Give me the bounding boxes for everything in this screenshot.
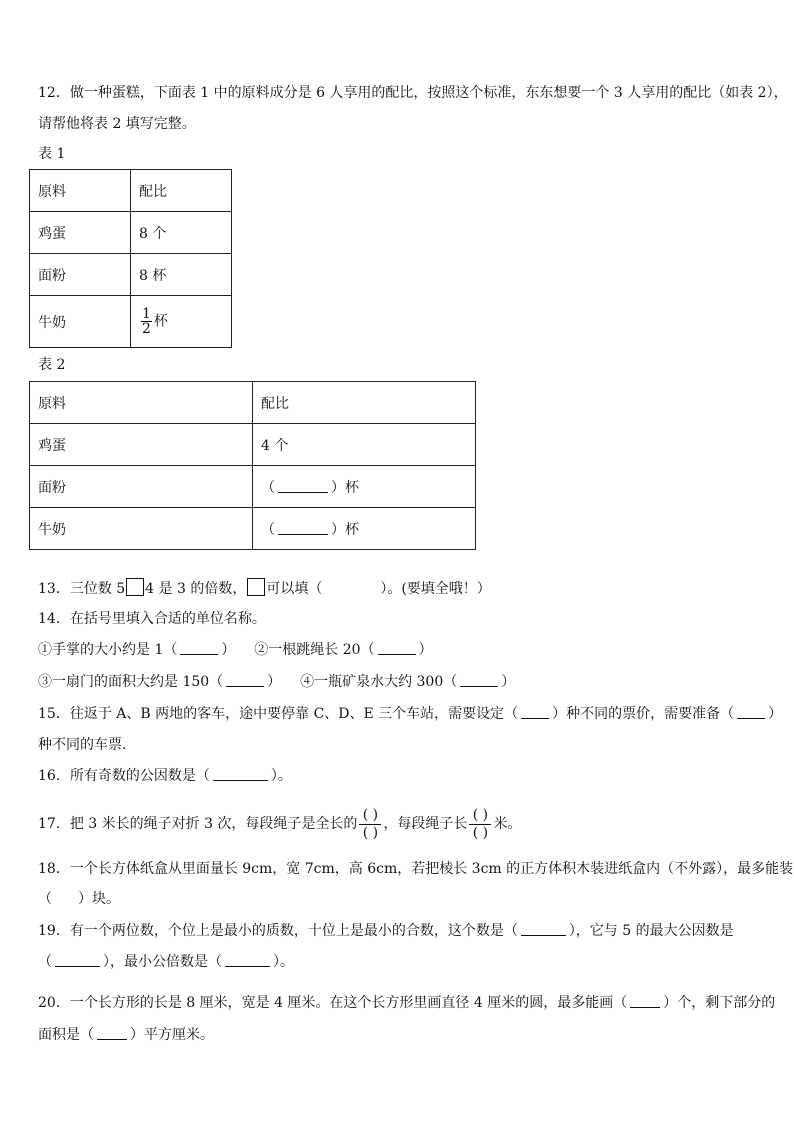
q19-line2 — [38, 952, 294, 972]
paren-close: ）杯 — [331, 479, 359, 496]
table-row — [30, 254, 232, 296]
answer-blank[interactable] — [226, 672, 264, 687]
digit-box[interactable] — [247, 578, 265, 596]
answer-fraction[interactable] — [469, 807, 491, 842]
paren-open: （ — [261, 521, 275, 538]
q14-item: ④一瓶矿泉水大约 300（ — [300, 674, 458, 690]
paren-open: （ — [261, 479, 275, 496]
paren-close: ） — [221, 642, 236, 658]
table-cell: 面粉 — [30, 466, 253, 508]
paren-close: ）杯 — [331, 521, 359, 538]
q14-item: ①手掌的大小约是 1（ — [38, 642, 178, 658]
q13-text: 可以填（ — [266, 581, 323, 597]
q19-text: ），它与 5 的最大公因数是 — [568, 923, 734, 939]
table-cell: 牛奶 — [30, 508, 253, 550]
q14-row2 — [38, 672, 515, 692]
table-row — [30, 170, 232, 212]
q18-line2 — [38, 889, 120, 909]
q19-text: ），最小公倍数是（ — [103, 954, 222, 970]
paren-open: （ — [38, 891, 52, 907]
q15-text: ） — [768, 706, 783, 722]
digit-box[interactable] — [126, 578, 144, 596]
table-cell: 面粉 — [30, 254, 131, 296]
answer-blank[interactable] — [630, 993, 660, 1008]
table-cell: 配比 — [253, 382, 476, 424]
q13-text: 4 是 3 的倍数， — [145, 581, 247, 597]
q15-line2: 种不同的车票． — [38, 737, 136, 753]
table-2 — [29, 381, 476, 550]
q12-line2: 请帮他将表 2 填写完整。 — [38, 116, 196, 132]
fraction-denominator: 2 — [142, 321, 151, 337]
table1-caption: 表 1 — [38, 146, 66, 162]
table-cell: 原料 — [30, 170, 131, 212]
q20-line2 — [38, 1025, 214, 1045]
answer-blank[interactable] — [378, 640, 416, 655]
q19-text: 19．有一个两位数，个位上是最小的质数，十位上是最小的合数，这个数是（ — [38, 923, 518, 939]
table-row — [30, 212, 232, 254]
answer-blank[interactable] — [737, 704, 765, 719]
answer-blank[interactable] — [180, 640, 218, 655]
fraction-numerator: ( ) — [469, 807, 491, 825]
fraction-numerator: ( ) — [359, 807, 381, 825]
table-row — [30, 508, 476, 550]
q20-line1 — [38, 993, 775, 1013]
q17-text: 米。 — [493, 816, 522, 832]
answer-blank[interactable] — [55, 952, 100, 967]
milk-unit: 杯 — [153, 313, 168, 330]
fraction-numerator: 1 — [142, 306, 151, 322]
q16-text: ）。 — [270, 768, 292, 784]
q20-text: ）个，剩下部分的 — [663, 995, 776, 1011]
q19-line1 — [38, 921, 734, 941]
q16-text: 16．所有奇数的公因数是（ — [38, 768, 210, 784]
table-1 — [29, 169, 232, 348]
q14-title: 14．在括号里填入合适的单位名称。 — [38, 611, 266, 627]
answer-fraction[interactable] — [359, 807, 381, 842]
q18-text: ）块。 — [78, 891, 120, 907]
table-cell: 鸡蛋 — [30, 424, 253, 466]
q13-text: ）。(要填全哦！） — [380, 581, 491, 597]
q20-text: 面积是（ — [38, 1027, 94, 1043]
paren-close: ） — [501, 674, 516, 690]
answer-blank[interactable] — [521, 704, 549, 719]
answer-blank[interactable] — [213, 766, 268, 781]
answer-blank[interactable] — [278, 520, 328, 535]
q14-item: ③一扇门的面积大约是 150（ — [38, 674, 224, 690]
table2-caption: 表 2 — [38, 357, 66, 373]
table-row — [30, 296, 232, 348]
q19-text: ）。 — [273, 954, 294, 970]
table-cell: 鸡蛋 — [30, 212, 131, 254]
answer-blank[interactable] — [97, 1025, 127, 1040]
fraction-denominator: ( ) — [362, 824, 379, 841]
q12-line1: 12．做一种蛋糕，下面表 1 中的原料成分是 6 人享用的配比，按照这个标准，东东想要一个 3 人享用的配比（如表 2）， — [38, 85, 788, 101]
paren-open: （ — [38, 954, 52, 970]
table-row — [30, 382, 476, 424]
q15-text: ）种不同的票价，需要准备（ — [552, 706, 735, 722]
table-cell — [253, 508, 476, 550]
table-row — [30, 466, 476, 508]
q15-text: 15．往返于 A、B 两地的客车，途中要停靠 C、D、E 三个车站，需要设定（ — [38, 706, 519, 722]
fraction-denominator: ( ) — [472, 824, 489, 841]
table-cell: 配比 — [131, 170, 232, 212]
fraction — [141, 307, 152, 336]
q17-text: 17．把 3 米长的绳子对折 3 次，每段绳子是全长的 — [38, 816, 358, 832]
q13-text: 13．三位数 5 — [38, 581, 126, 597]
q16 — [38, 766, 292, 786]
table-cell: 8 杯 — [131, 254, 232, 296]
q15-line1 — [38, 704, 782, 724]
answer-blank[interactable] — [460, 672, 498, 687]
q14-row1 — [38, 640, 433, 660]
q13 — [38, 578, 491, 599]
q17-text: ，每段绳子长 — [383, 816, 468, 832]
table-cell — [253, 466, 476, 508]
table-cell: 4 个 — [253, 424, 476, 466]
q17 — [38, 804, 521, 844]
table-cell: 牛奶 — [30, 296, 131, 348]
answer-blank[interactable] — [225, 952, 270, 967]
paren-close: ） — [267, 674, 282, 690]
q20-text: ）平方厘米。 — [130, 1027, 214, 1043]
table-cell: 8 个 — [131, 212, 232, 254]
q14-item: ②一根跳绳长 20（ — [254, 642, 375, 658]
q18-line1: 18．一个长方体纸盒从里面量长 9cm，宽 7cm，高 6cm，若把棱长 3cm 的正方体积木装进纸盒内（不外露），最多能装 — [38, 861, 794, 877]
answer-blank[interactable] — [521, 921, 566, 936]
table-cell: 原料 — [30, 382, 253, 424]
q20-text: 20．一个长方形的长是 8 厘米，宽是 4 厘米。在这个长方形里画直径 4 厘米的圆，最多能画（ — [38, 995, 628, 1011]
table-cell — [131, 296, 232, 348]
table-row — [30, 424, 476, 466]
answer-blank[interactable] — [278, 478, 328, 493]
paren-close: ） — [418, 642, 433, 658]
